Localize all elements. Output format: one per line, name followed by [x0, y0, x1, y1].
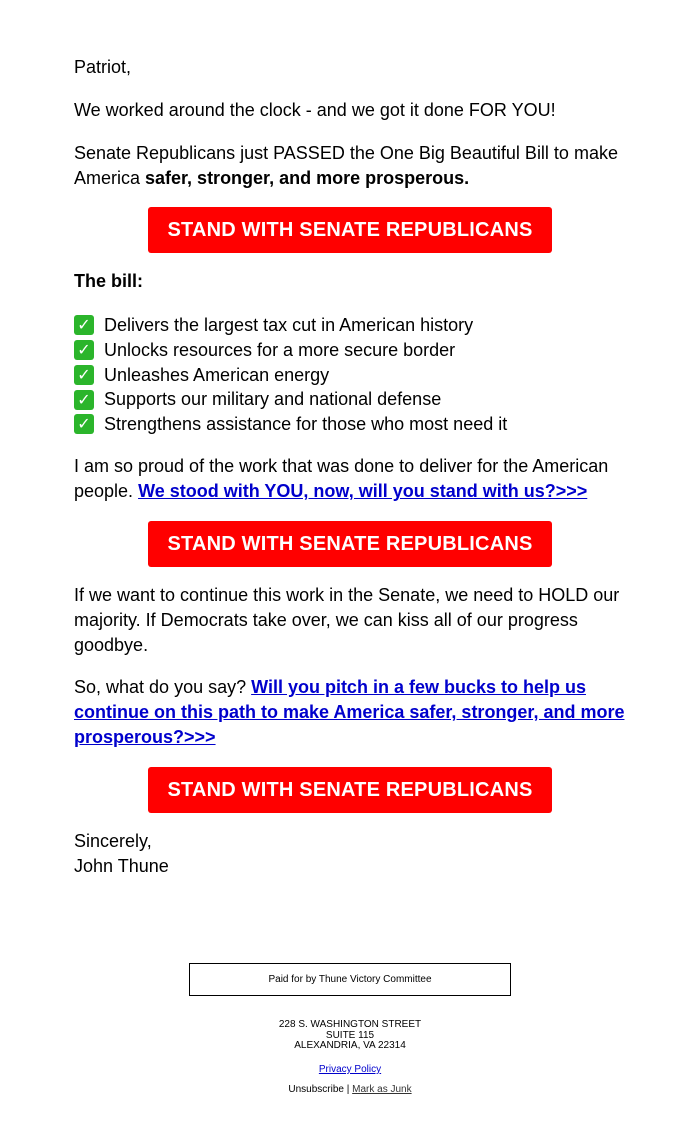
privacy-row [0, 1064, 700, 1075]
proud-paragraph [74, 454, 634, 504]
stand-with-senate-republicans-button[interactable]: STAND WITH SENATE REPUBLICANS [148, 767, 552, 813]
list-item-text: Unleashes American energy [104, 364, 330, 385]
list-item-text: Strengthens assistance for those who most need it [104, 414, 508, 434]
passed-paragraph [74, 141, 634, 191]
mark-as-junk-link[interactable]: Mark as Junk [352, 1084, 412, 1095]
unsubscribe-text[interactable]: Unsubscribe [288, 1084, 344, 1095]
paid-for-disclaimer: Paid for by Thune Victory Committee [189, 963, 511, 996]
list-item [74, 363, 634, 388]
majority-paragraph: If we want to continue this work in the Senate, we need to HOLD our majority. If Democrats take over, we can kiss all of our progress goodbye. [74, 585, 620, 655]
list-item-text: Supports our military and national defense [104, 389, 442, 410]
list-item [74, 313, 634, 338]
passed-bold-text: safer, stronger, and more prosperous. [145, 168, 470, 188]
bill-checklist [74, 313, 634, 437]
check-mark-icon: ✓ [74, 414, 94, 434]
signature: John Thune [74, 856, 169, 876]
proud-text: I am so proud of the work that was done to deliver for the American people. [74, 456, 609, 501]
check-mark-icon: ✓ [74, 390, 94, 410]
privacy-policy-link[interactable]: Privacy Policy [318, 1064, 382, 1075]
check-mark-icon: ✓ [74, 340, 94, 360]
check-mark-icon: ✓ [74, 365, 94, 385]
intro-paragraph: We worked around the clock - and we got it done FOR YOU! [74, 100, 556, 120]
list-item-text: Delivers the largest tax cut in American history [104, 315, 474, 335]
list-item [74, 338, 634, 363]
address-line-1: 228 S. WASHINGTON STREET [278, 1019, 422, 1030]
pitch-in-link[interactable]: Will you pitch in a few bucks to help us continue on this path to make America safer, stronger, and more prosperous?>>> [74, 677, 625, 747]
address-line-2: SUITE 115 [325, 1029, 375, 1041]
list-item [74, 412, 634, 437]
greeting: Patriot, [74, 57, 132, 77]
passed-text: Senate Republicans just PASSED the One Big Beautiful Bill to make America [74, 143, 618, 188]
unsubscribe-row [0, 1084, 700, 1095]
bill-heading: The bill: [74, 271, 143, 291]
check-mark-icon: ✓ [74, 315, 94, 335]
address-line-3: ALEXANDRIA, VA 22314 [294, 1040, 406, 1051]
pitch-in-paragraph [74, 675, 634, 750]
pitch-in-text: So, what do you say? [74, 677, 252, 697]
separator: | [346, 1084, 350, 1095]
stand-with-us-link[interactable]: We stood with YOU, now, will you stand with us?>>> [138, 481, 588, 501]
stand-with-senate-republicans-button[interactable]: STAND WITH SENATE REPUBLICANS [148, 207, 552, 253]
stand-with-senate-republicans-button[interactable]: STAND WITH SENATE REPUBLICANS [148, 521, 552, 567]
list-item [74, 387, 634, 412]
signoff: Sincerely, [74, 831, 152, 851]
list-item-text: Unlocks resources for a more secure border [104, 339, 456, 360]
